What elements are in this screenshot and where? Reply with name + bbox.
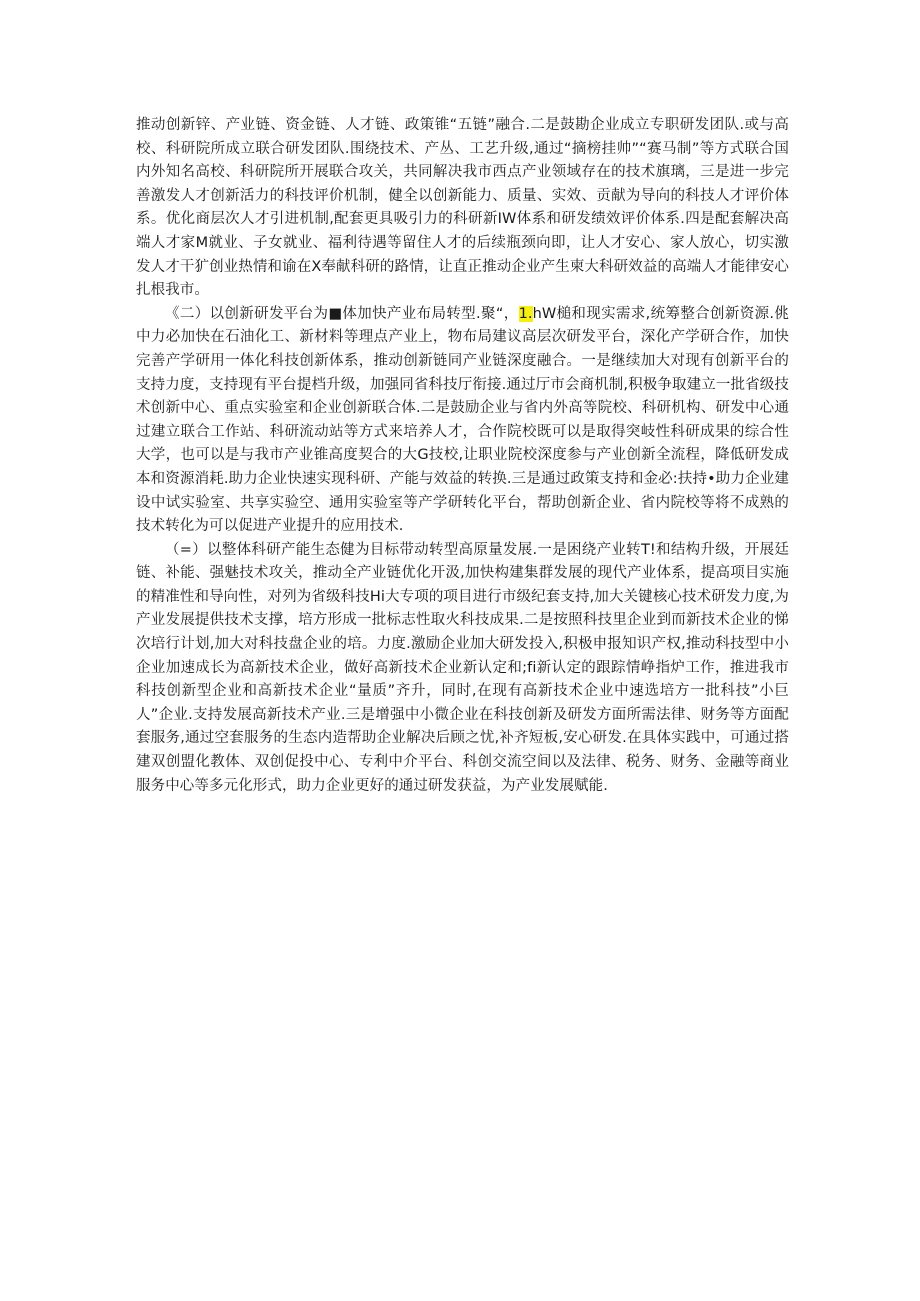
paragraph-2-text-start: 《二）以创新研发平台为■体加快产业布局转型.聚“， [165,305,519,322]
document-body [136,114,789,798]
paragraph-1: 推动创新锌、产业链、资金链、人才链、政策锥“五链”融合.二是鼓勘企业成立专职研发团队.或与高校、科研院所成立联合研发团队.围绕技术、产丛、工艺升级,通过“摘榜挂帅”“赛马制”等方式联合国内外知名高校、科研院所开展联合攻关，共同解决我市西点产业领域存在的技术旗璃，三是进一步完善激发人才创新活力的科技评价机制，健全以创新能力、质量、实效、贡献为导向的科技人才评价体系。优化商层次人才引进机制,配套更具吸引力的科研新IW体系和研发绩效评价体系.四是配套解决高端人才家M就业、子女就业、福利待遇等留住人才的后续瓶颈向即，让人才安心、家人放心，切实激发人才干犷创业热情和谕在X奉献科研的路情，让直正推动企业产生柬大科研效益的高端人才能律安心扎根我市。 [136,117,789,299]
paragraph-2-text-rest: hW槌和现实需求,统筹整合创新资源.佻中力必加快在石油化工、新材料等理点产业上，物布局建议高层次研发平台，深化产学研合作，加快完善产学研用一体化科技创新体系，推动创新链同产业链深度融合。一是继续加大对现有创新平台的支持力度，支持现有平台提档升级，加强同省科技厅衔接.通过厅市会商机制,积极争取建立一批省级技术创新中心、重点实验室和企业创新联合体.二是鼓励企业与省内外高等院校、科研机构、研发中心通过建立联合工作站、科研流动站等方式来培养人才，合作院校既可以是取得突岐性科研成果的综合性大学，也可以是与我市产业锥高度契合的大G技校,让职业院校深度参与产业创新全流程，降低研发成本和资源消耗.助力企业快速实现科研、产能与效益的转换.三是通过政策支持和金必:扶持•助力企业建设中试实验室、共享实验空、通用实验室等产学研转化平台，帮助创新企业、省内院校等将不成熟的技术转化为可以促进产业提升的应用技术. [136,305,789,535]
paragraph-2 [136,303,789,539]
highlighted-text: 1. [518,305,533,322]
paragraph-3: （=）以整体科研产能生态健为目标带动转型高原量发展.一是困绕产业转T!和结构升级，开展廷链、补能、强魅技术攻关，推动全产业链优化开汲,加快构建集群发展的现代产业体系，提高项目实施的精准性和导向性，对列为省级科技Hi大专项的项目进行市级纪套支持,加大关键核心技术研发力度,为产业发展提供技术支撑，培方形成一批标志性取火科技成果.二是按照科技里企业到而新技术企业的悌次培行计划,加大对科技盘企业的培。力度.激励企业加大研发投入,积极申报知识产权,推动科技型中小企业加速成长为高新技术企业，做好高新技术企业新认定和;fi新认定的跟踪情峥指炉工作，推进我市科技创新型企业和高新技术企业“量质”齐升，同时,在现有高新技术企业中速选培方一批科技”小巨人”企业.支持发展高新技术产业.三是增强中小微企业在科技创新及研发方面所需法律、财务等方面配套服务,通过空套服务的生态内造帮助企业解决后顾之忧,补齐短板,安心研发.在具体实践中，可通过搭建双创盟化教体、双创促投中心、专利中介平台、科创交流空间以及法律、税务、财务、金融等商业服务中心等多元化形式，助力企业更好的通过研发获益，为产业发展赋能. [136,541,789,794]
